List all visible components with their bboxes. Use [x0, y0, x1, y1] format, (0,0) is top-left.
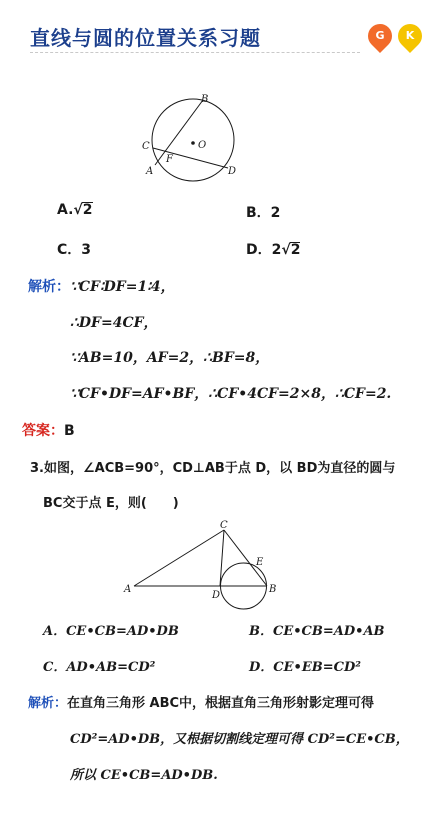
option-a-radicand: 2 — [82, 202, 93, 218]
solution-label: 解析： — [28, 279, 70, 295]
segment-ac — [134, 530, 224, 586]
label-a: A — [146, 166, 154, 177]
option-b: B．2 — [246, 205, 281, 221]
solution-line: ∴DF=4CF， — [70, 315, 158, 331]
question-3-line: 3.如图，∠ACB=90°，CD⊥AB于点 D，以 BD为直径的圆与 — [30, 461, 396, 476]
label-o: O — [198, 140, 207, 151]
solution-line: CD²=AD•DB，又根据切割线定理可得 CD²=CE•CB， — [70, 732, 409, 747]
label-b: B — [201, 94, 209, 105]
page-title: 直线与圆的位置关系习题 — [30, 26, 261, 50]
chord-cd — [153, 148, 228, 168]
option-d: D．CE•EB=CD² — [249, 660, 361, 675]
sqrt-sign: √ — [73, 202, 83, 218]
solution-2-first-line — [28, 276, 175, 296]
sqrt-sign: √ — [281, 242, 291, 258]
answer-label: 答案： — [22, 423, 64, 439]
option-d — [246, 239, 300, 259]
solution-3-first-line — [28, 692, 374, 711]
badge-k-letter: K — [405, 29, 415, 42]
label-c: C — [142, 141, 150, 152]
option-a: A．CE•CB=AD•DB — [43, 624, 179, 639]
solution-line: ∵CF•DF=AF•BF，∴CF•4CF=2×8，∴CF=2. — [70, 386, 392, 402]
option-c: C．AD•AB=CD² — [43, 660, 156, 675]
label-d: D — [212, 590, 221, 601]
center-point — [191, 141, 195, 145]
title-underline — [30, 52, 360, 53]
label-e: E — [256, 557, 264, 568]
badge-g-letter: G — [375, 29, 385, 42]
option-d-letter: D．2 — [246, 242, 282, 258]
option-a-letter: A. — [57, 202, 74, 218]
triangle-figure — [120, 518, 280, 610]
option-c: C．3 — [57, 242, 92, 258]
label-b: B — [269, 584, 277, 595]
option-a — [57, 202, 93, 218]
badge-g-icon — [363, 19, 397, 53]
solution-line: 在直角三角形 ABC中，根据直角三角形射影定理可得 — [67, 696, 375, 711]
option-d-radicand: 2 — [290, 242, 301, 258]
solution-line: ∵AB=10，AF=2，∴BF=8， — [70, 350, 270, 366]
answer-value: B — [64, 423, 75, 439]
circle-figure — [138, 90, 268, 190]
question-3-line: BC交于点 E，则( ) — [43, 496, 179, 511]
badge-k-icon — [393, 19, 427, 53]
label-d: D — [228, 166, 237, 177]
solution-line: 所以 CE•CB=AD•DB. — [70, 768, 218, 783]
solution-label: 解析： — [28, 696, 68, 711]
solution-line: ∵CF∶DF=1∶4， — [70, 279, 175, 295]
answer-line — [22, 420, 75, 440]
label-f: F — [166, 154, 173, 165]
label-a: A — [124, 584, 132, 595]
circle-outline — [152, 99, 237, 181]
option-b: B．CE•CB=AD•AB — [249, 624, 385, 639]
label-c: C — [220, 520, 228, 531]
